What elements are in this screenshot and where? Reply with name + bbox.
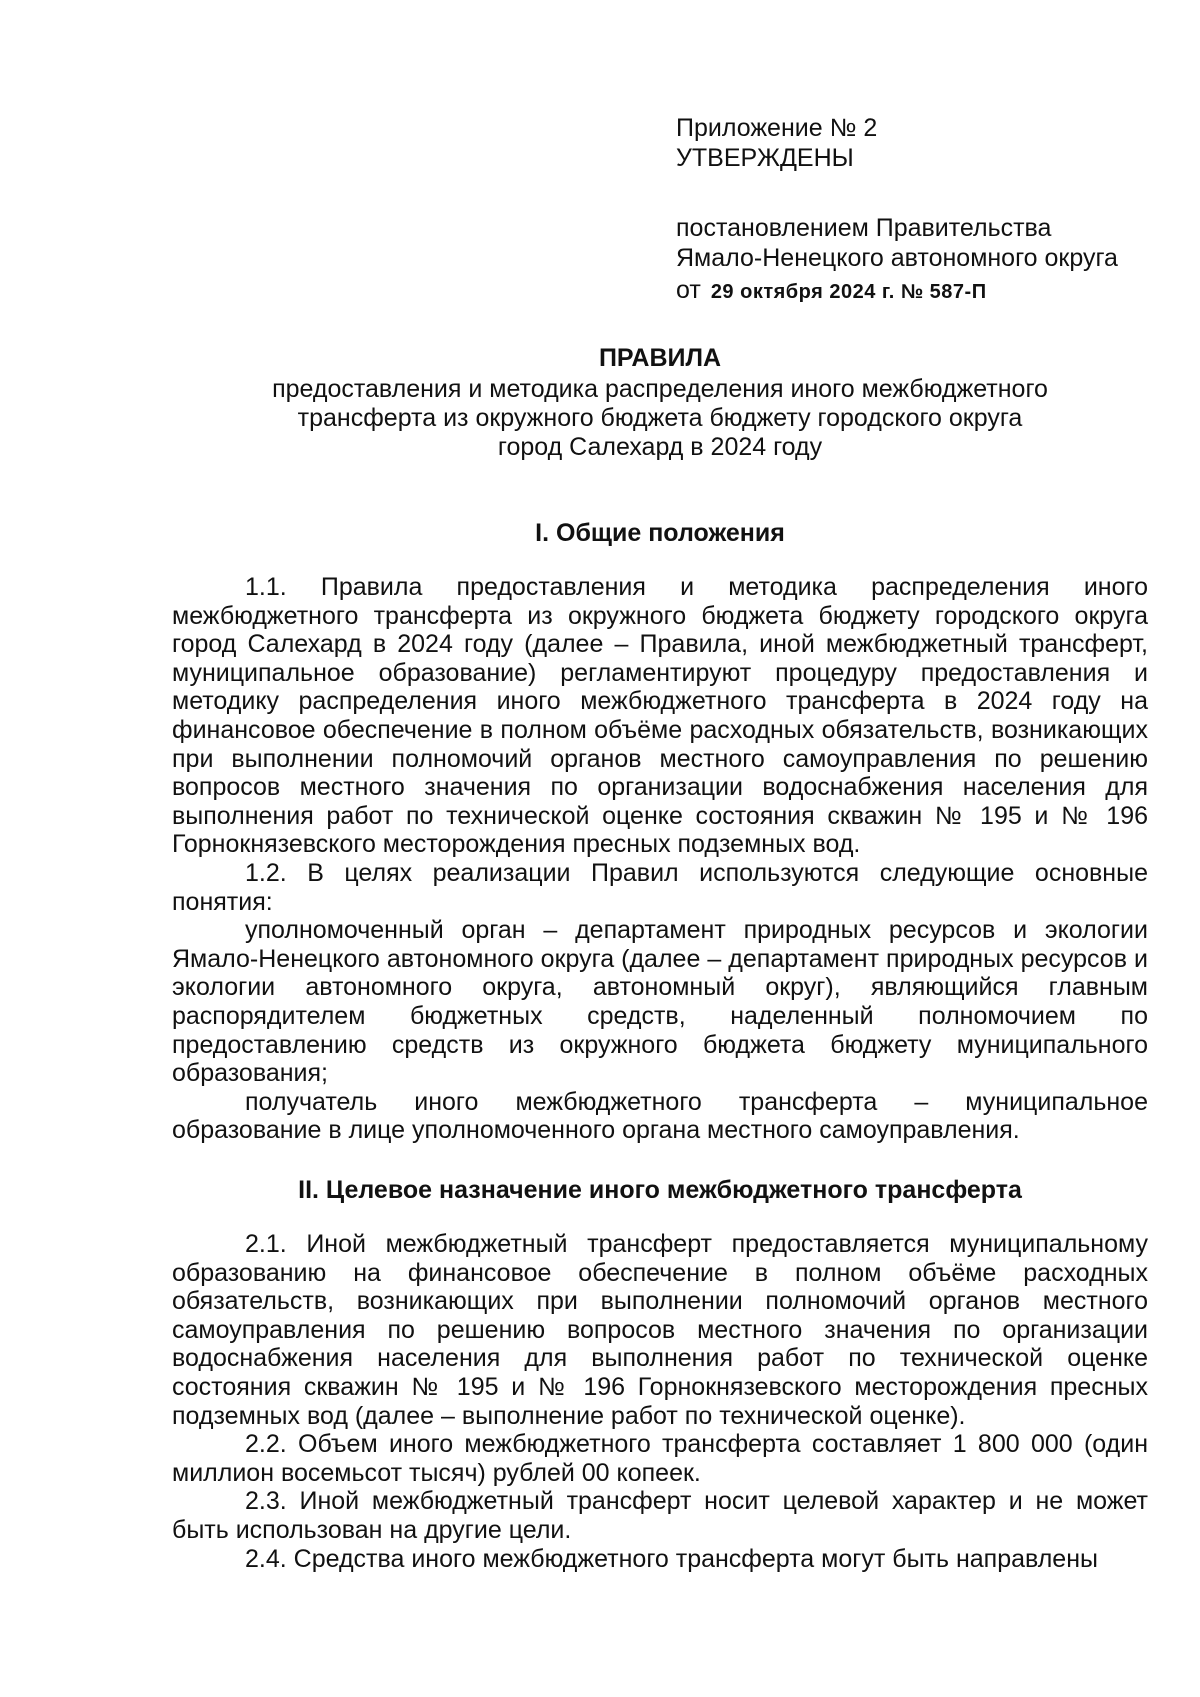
definition-authorized-body: уполномоченный орган – департамент природных ресурсов и экологии Ямало-Ненецкого автономного округа (далее – департамент природных ресурсов и экологии автономного округа, автономный округ), являющийся главным распорядителем бюджетных средств, наделенный полномочием по предоставлению средств из окружного бюджета бюджету муниципального образования; <box>172 916 1148 1088</box>
section-1-body <box>172 573 1148 1145</box>
document-title: ПРАВИЛА <box>598 344 722 372</box>
resolution-line: постановлением Правительства <box>676 214 1052 242</box>
paragraph-2-1: 2.1. Иной межбюджетный трансферт предоставляется муниципальному образованию на финансовое обеспечение в полном объёме расходных обязательств, возникающих при выполнении полномочий органов местного самоуправления по решению вопросов местного значения по организации водоснабжения населения для выполнения работ по технической оценке состояния скважин № 195 и № 196 Горнокнязевского месторождения пресных подземных вод (далее – выполнение работ по технической оценке). <box>172 1230 1148 1430</box>
section-2-heading: II. Целевое назначение иного межбюджетного трансферта <box>298 1176 1022 1204</box>
paragraph-1-1: 1.1. Правила предоставления и методика распределения иного межбюджетного трансферта из окружного бюджета бюджету городского округа город Салехард в 2024 году (далее – Правила, иной межбюджетный трансферт, муниципальное образование) регламентируют процедуру предоставления и методику распределения иного межбюджетного трансферта в 2024 году на финансовое обеспечение в полном объёме расходных обязательств, возникающих при выполнении полномочий органов местного самоуправления по решению вопросов местного значения по организации водоснабжения населения для выполнения работ по технической оценке состояния скважин № 195 и № 196 Горнокнязевского месторождения пресных подземных вод. <box>172 573 1148 859</box>
registration-stamp: 29 октября 2024 г. № 587-П <box>710 281 987 303</box>
title-line-2: трансферта из окружного бюджета бюджету городского округа <box>297 404 1023 432</box>
document-title-block <box>170 344 1150 462</box>
title-line-3: город Салехард в 2024 году <box>497 433 823 461</box>
title-line-1: предоставления и методика распределения иного межбюджетного <box>272 375 1048 403</box>
appendix-number: Приложение № 2 <box>676 114 878 142</box>
paragraph-2-4: 2.4. Средства иного межбюджетного трансферта могут быть направлены <box>245 1544 1098 1573</box>
spacer <box>676 173 1118 213</box>
date-number-line <box>676 275 1118 307</box>
section-1-heading: I. Общие положения <box>535 519 785 547</box>
date-prefix: от <box>676 276 701 304</box>
appendix-block <box>676 113 1118 307</box>
paragraph-2-2: 2.2. Объем иного межбюджетного трансферта составляет 1 800 000 (один миллион восемьсот тысяч) рублей 00 копеек. <box>172 1430 1148 1487</box>
region-line: Ямало-Ненецкого автономного округа <box>676 244 1118 272</box>
paragraph-1-2: 1.2. В целях реализации Правил используются следующие основные понятия: <box>172 858 1148 916</box>
definition-recipient: получатель иного межбюджетного трансферта – муниципальное образование в лице уполномоченного органа местного самоуправления. <box>172 1087 1148 1145</box>
paragraph-2-3: 2.3. Иной межбюджетный трансферт носит целевой характер и не может быть использован на другие цели. <box>172 1487 1148 1544</box>
section-2-body <box>172 1230 1148 1573</box>
approval-label: УТВЕРЖДЕНЫ <box>676 144 854 172</box>
